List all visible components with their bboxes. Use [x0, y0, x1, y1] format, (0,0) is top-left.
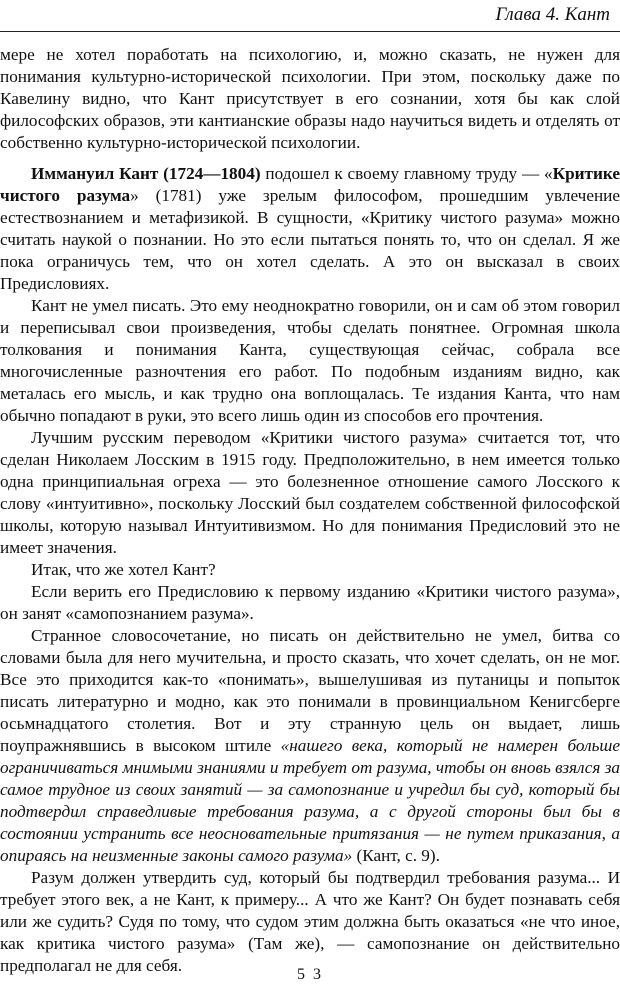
paragraph: Кант не умел писать. Это ему неоднократно говорили, он и сам об этом говорил и переписывал свои произведения, чтобы сделать понятнее. Огромная школа толкования и понимания Канта, существующая сейчас, собрала все многочисленные разночтения его работ. По подобным изданиям видно, как металась его мысль, и как трудно она воплощалась. Те издания Канта, что нам обычно попадают в руки, это всего лишь один из способов его прочтения. [0, 296, 620, 425]
paragraph: Итак, что же хотел Кант? [31, 560, 216, 579]
page-body [0, 44, 620, 977]
paragraph-text: Странное словосочетание, но писать он действительно не умел, битва со словами была для него мучительна, и просто сказать, что хочет сделать, он не мог. Все это приходится как-то «понимать», вышелушивая из путаницы и попыток писать литературно и модно, как это понимали в провинциальном Кенигсберге осьмнадцатого столетия. Вот и эту странную цель он выдает, лишь поупражнявшись в высоком штиле [0, 626, 620, 755]
paragraph-continued: мере не хотел поработать на психологию, и, можно сказать, не нужен для понимания культурно-исторической психологии. При этом, поскольку даже по Кавелину видно, что Кант присутствует в его сознании, хотя бы как слой философских образов, эти кантианские образы надо научиться видеть и отделять от собственно культурно-исторической психологии. [0, 45, 620, 152]
citation: (Кант, с. 9). [352, 846, 440, 865]
book-title: Критике чистого разума [0, 164, 620, 205]
paragraph-with-quote [0, 625, 620, 867]
paragraph: Разум должен утвердить суд, который бы подтвердил требования разума... И требует этого век, а не Кант, к примеру... А что же Кант? Он будет познавать себя или же судить? Судя по тому, что судом этим должна быть оказаться «не что иное, как критика чистого разума» (Там же), — самопознание он действительно предполагал не для себя. [0, 868, 620, 975]
paragraph: Если верить его Предисловию к первому изданию «Критики чистого разума», он занят «самопознанием разума». [0, 582, 620, 623]
chapter-title: Глава 4. Кант [495, 4, 610, 25]
page-number: 5 3 [297, 966, 323, 983]
header-rule [0, 31, 620, 32]
running-header [0, 0, 620, 36]
paragraph-kant-intro [0, 163, 620, 295]
paragraph: Лучшим русским переводом «Критики чистого разума» считается тот, что сделан Николаем Лосским в 1915 году. Предположительно, в нем имеется только одна принципиальная огреха — это болезненное отношение самого Лосского к слову «интуитивно», поскольку Лосский был создателем собственной философской школы, которую называл Интуитивизмом. Но для понимания Предисловий это не имеет значения. [0, 428, 620, 557]
paragraph-text: подошел к своему главному труду — « [260, 164, 553, 183]
kant-quote: «нашего века, который не намерен больше ограничиваться мнимыми знаниями и требует от разума, чтобы он вновь взялся за самое трудное из своих занятий — за самопознание и учредил бы суд, который бы подтвердил справедливые требования разума, а с другой стороны был бы в состоянии устранить все неосновательные притязания — не путем приказания, а опираясь на неизменные законы самого разума» [0, 736, 620, 865]
kant-name-dates: Иммануил Кант (1724—1804) [31, 164, 261, 183]
paragraph-text: » (1781) уже зрелым философом, прошедшим увлечение естествознанием и метафизикой. В сущности, «Критику чистого разума» можно считать наукой о познании. Но это если пытаться понять то, что он сделал. Я же пока ограничусь тем, что он хотел сделать. А это он высказал в своих Предисловиях. [0, 186, 620, 293]
